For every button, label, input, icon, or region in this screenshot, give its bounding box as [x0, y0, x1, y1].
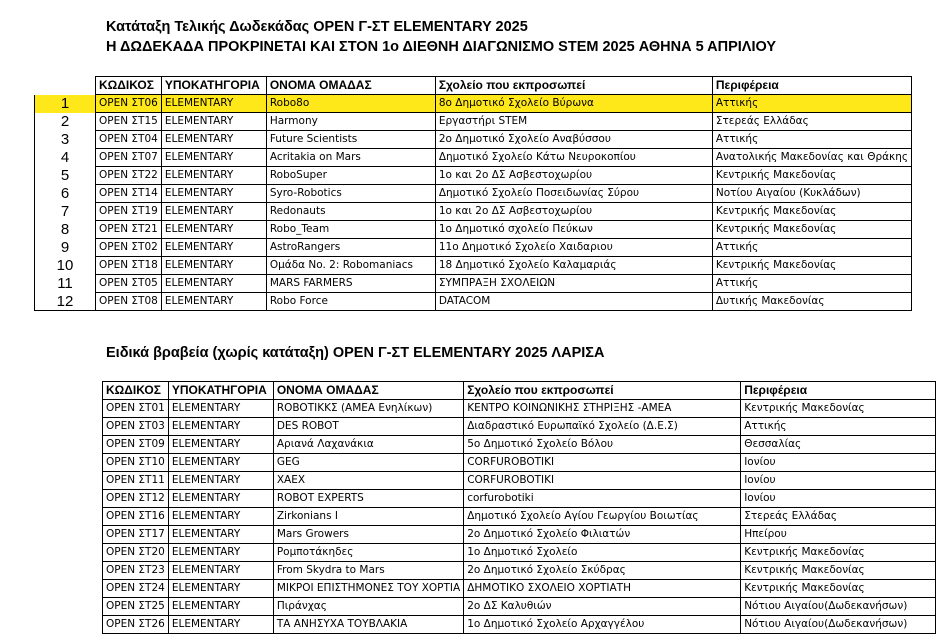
region-cell: Νοτίου Αιγαίου (Κυκλάδων): [712, 185, 911, 203]
team-cell: ROBOTIΚΚΣ (ΑΜΕΑ Ενηλίκων): [273, 400, 463, 418]
ranking-row: [35, 239, 912, 257]
special-award-row: [103, 508, 936, 526]
code-header: ΚΩΔΙΚΟΣ: [96, 77, 162, 95]
school-cell: 11ο Δημοτικό Σχολείο Χαιδαριου: [435, 239, 712, 257]
school-cell: 5ο Δημοτικό Σχολείο Βόλου: [464, 436, 741, 454]
category-cell: ELEMENTARY: [161, 293, 266, 311]
team-cell: ΤΑ ΑΝΗΣΥΧΑ ΤΟΥΒΛΑΚΙΑ: [273, 616, 463, 634]
school-cell: DATACOM: [435, 293, 712, 311]
region-cell: Ιονίου: [741, 472, 936, 490]
special-award-row: [103, 562, 936, 580]
ranking-row: [35, 167, 912, 185]
team-cell: AstroRangers: [266, 239, 435, 257]
special-awards-title: Ειδικά βραβεία (χωρίς κατάταξη) OPEN Γ-ΣΤ ELEMENTARY 2025 ΛΑΡΙΣΑ: [106, 345, 605, 361]
special-award-row: [103, 580, 936, 598]
rank-cell: 2: [35, 113, 96, 131]
ranking-row: [35, 293, 912, 311]
code-cell: OPEN ΣΤ09: [103, 436, 169, 454]
school-header: Σχολείο που εκπροσωπεί: [464, 382, 741, 400]
school-cell: corfurobotiki: [464, 490, 741, 508]
category-cell: ELEMENTARY: [161, 257, 266, 275]
code-cell: OPEN ΣΤ19: [96, 203, 162, 221]
ranking-row: [35, 275, 912, 293]
ranking-table: [34, 76, 912, 311]
team-cell: Αριανά Λαχανάκια: [273, 436, 463, 454]
special-award-row: [103, 472, 936, 490]
team-cell: RoboSuper: [266, 167, 435, 185]
category-cell: ELEMENTARY: [168, 508, 273, 526]
team-cell: ΜΙΚΡΟΙ ΕΠΙΣΤΗΜΟΝΕΣ ΤΟΥ ΧΟΡΤΙΑ: [273, 580, 463, 598]
code-cell: OPEN ΣΤ06: [96, 95, 162, 113]
region-cell: Κεντρικής Μακεδονίας: [741, 544, 936, 562]
ranking-row: [35, 149, 912, 167]
region-cell: Στερεάς Ελλάδας: [712, 113, 911, 131]
special-award-row: [103, 616, 936, 634]
special-awards-table: [102, 381, 936, 634]
code-cell: OPEN ΣΤ24: [103, 580, 169, 598]
code-cell: OPEN ΣΤ14: [96, 185, 162, 203]
code-cell: OPEN ΣΤ05: [96, 275, 162, 293]
region-cell: Νότιου Αιγαίου(Δωδεκανήσων): [741, 598, 936, 616]
school-cell: Δημοτικό Σχολείο Κάτω Νευροκοπίου: [435, 149, 712, 167]
code-cell: OPEN ΣΤ10: [103, 454, 169, 472]
region-cell: Κεντρικής Μακεδονίας: [712, 257, 911, 275]
team-cell: From Skydra to Mars: [273, 562, 463, 580]
rank-cell: 6: [35, 185, 96, 203]
special-award-row: [103, 526, 936, 544]
team-cell: Zirkonians I: [273, 508, 463, 526]
code-cell: OPEN ΣΤ26: [103, 616, 169, 634]
region-cell: Κεντρικής Μακεδονίας: [741, 580, 936, 598]
ranking-row: [35, 221, 912, 239]
category-header: ΥΠΟΚΑΤΗΓΟΡΙΑ: [168, 382, 273, 400]
school-cell: 1ο και 2ο ΔΣ Ασβεστοχωρίου: [435, 167, 712, 185]
team-cell: Ρομποτάκηδες: [273, 544, 463, 562]
rank-header-cell: [35, 77, 96, 95]
special-award-row: [103, 544, 936, 562]
code-cell: OPEN ΣΤ03: [103, 418, 169, 436]
special-award-row: [103, 436, 936, 454]
category-cell: ELEMENTARY: [161, 95, 266, 113]
code-cell: OPEN ΣΤ01: [103, 400, 169, 418]
code-cell: OPEN ΣΤ18: [96, 257, 162, 275]
rank-cell: 7: [35, 203, 96, 221]
category-header: ΥΠΟΚΑΤΗΓΟΡΙΑ: [161, 77, 266, 95]
school-cell: 1ο και 2ο ΔΣ Ασβεστοχωρίου: [435, 203, 712, 221]
region-cell: Αττικής: [741, 418, 936, 436]
ranking-row: [35, 95, 912, 113]
ranking-row: [35, 257, 912, 275]
school-cell: CORFUROBOTIKI: [464, 472, 741, 490]
team-cell: Syro-Robotics: [266, 185, 435, 203]
team-header: ΟΝΟΜΑ ΟΜΑΔΑΣ: [266, 77, 435, 95]
rank-cell: 1: [35, 95, 96, 113]
code-cell: OPEN ΣΤ22: [96, 167, 162, 185]
category-cell: ELEMENTARY: [168, 580, 273, 598]
school-cell: 1ο Δημοτικό Σχολείο: [464, 544, 741, 562]
region-cell: Κεντρικής Μακεδονίας: [741, 562, 936, 580]
school-cell: 8ο Δημοτικό Σχολείο Βύρωνα: [435, 95, 712, 113]
category-cell: ELEMENTARY: [168, 526, 273, 544]
code-cell: OPEN ΣΤ11: [103, 472, 169, 490]
region-cell: Κεντρικής Μακεδονίας: [741, 400, 936, 418]
special-award-row: [103, 598, 936, 616]
rank-cell: 4: [35, 149, 96, 167]
category-cell: ELEMENTARY: [168, 598, 273, 616]
team-cell: ROBOT EXPERTS: [273, 490, 463, 508]
region-cell: Ιονίου: [741, 454, 936, 472]
special-header-row: [103, 382, 936, 400]
team-cell: Redonauts: [266, 203, 435, 221]
code-cell: OPEN ΣΤ20: [103, 544, 169, 562]
ranking-header-row: [35, 77, 912, 95]
school-header: Σχολείο που εκπροσωπεί: [435, 77, 712, 95]
category-cell: ELEMENTARY: [168, 400, 273, 418]
special-award-row: [103, 454, 936, 472]
school-cell: 2ο ΔΣ Καλυθιών: [464, 598, 741, 616]
rank-cell: 10: [35, 257, 96, 275]
region-cell: Αττικής: [712, 275, 911, 293]
category-cell: ELEMENTARY: [168, 472, 273, 490]
page-subtitle: Η ΔΩΔΕΚΑΔΑ ΠΡΟΚΡΙΝΕΤΑΙ ΚΑΙ ΣΤΟΝ 1ο ΔΙΕΘΝΗ ΔΙΑΓΩΝΙΣΜΟ STEM 2025 ΑΘΗΝΑ 5 ΑΠΡΙΛΙΟΥ: [106, 39, 777, 55]
category-cell: ELEMENTARY: [161, 149, 266, 167]
team-cell: Ομάδα No. 2: Robomaniacs: [266, 257, 435, 275]
category-cell: ELEMENTARY: [161, 131, 266, 149]
category-cell: ELEMENTARY: [161, 167, 266, 185]
school-cell: Δημοτικό Σχολείο Ποσειδωνίας Σύρου: [435, 185, 712, 203]
team-cell: Acritakia on Mars: [266, 149, 435, 167]
school-cell: ΔΗΜΟΤΙΚΟ ΣΧΟΛΕΙΟ ΧΟΡΤΙΑΤΗ: [464, 580, 741, 598]
code-cell: OPEN ΣΤ02: [96, 239, 162, 257]
school-cell: 18 Δημοτικό Σχολείο Καλαμαριάς: [435, 257, 712, 275]
code-header: ΚΩΔΙΚΟΣ: [103, 382, 169, 400]
code-cell: OPEN ΣΤ04: [96, 131, 162, 149]
school-cell: Εργαστήρι STEM: [435, 113, 712, 131]
code-cell: OPEN ΣΤ17: [103, 526, 169, 544]
school-cell: 2ο Δημοτικό Σχολείο Σκύδρας: [464, 562, 741, 580]
team-cell: Robo8o: [266, 95, 435, 113]
code-cell: OPEN ΣΤ25: [103, 598, 169, 616]
region-cell: Ηπείρου: [741, 526, 936, 544]
school-cell: 1ο Δημοτικό Σχολείο Αρχαγγέλου: [464, 616, 741, 634]
region-cell: Κεντρικής Μακεδονίας: [712, 167, 911, 185]
region-cell: Κεντρικής Μακεδονίας: [712, 221, 911, 239]
code-cell: OPEN ΣΤ12: [103, 490, 169, 508]
team-cell: Mars Growers: [273, 526, 463, 544]
ranking-row: [35, 203, 912, 221]
ranking-row: [35, 185, 912, 203]
category-cell: ELEMENTARY: [161, 221, 266, 239]
category-cell: ELEMENTARY: [168, 490, 273, 508]
rank-cell: 5: [35, 167, 96, 185]
category-cell: ELEMENTARY: [168, 562, 273, 580]
category-cell: ELEMENTARY: [161, 113, 266, 131]
region-cell: Ιονίου: [741, 490, 936, 508]
region-cell: Θεσσαλίας: [741, 436, 936, 454]
team-cell: Πιράνχας: [273, 598, 463, 616]
category-cell: ELEMENTARY: [168, 436, 273, 454]
team-cell: Robo Force: [266, 293, 435, 311]
code-cell: OPEN ΣΤ21: [96, 221, 162, 239]
region-header: Περιφέρεια: [741, 382, 936, 400]
special-award-row: [103, 490, 936, 508]
school-cell: ΚΕΝΤΡΟ ΚΟΙΝΩΝΙΚΗΣ ΣΤΗΡΙΞΗΣ -ΑΜΕΑ: [464, 400, 741, 418]
category-cell: ELEMENTARY: [161, 203, 266, 221]
school-cell: ΣΥΜΠΡΑΞΗ ΣΧΟΛΕΙΩΝ: [435, 275, 712, 293]
school-cell: 2ο Δημοτικό Σχολείο Φιλιατών: [464, 526, 741, 544]
school-cell: 2ο Δημοτικό Σχολείο Αναβύσσου: [435, 131, 712, 149]
team-header: ΟΝΟΜΑ ΟΜΑΔΑΣ: [273, 382, 463, 400]
team-cell: GEG: [273, 454, 463, 472]
code-cell: OPEN ΣΤ15: [96, 113, 162, 131]
page-title: Κατάταξη Τελικής Δωδεκάδας OPEN Γ-ΣΤ ELEMENTARY 2025: [106, 19, 528, 35]
region-cell: Ανατολικής Μακεδονίας και Θράκης: [712, 149, 911, 167]
region-cell: Νότιου Αιγαίου(Δωδεκανήσων): [741, 616, 936, 634]
team-cell: Harmony: [266, 113, 435, 131]
ranking-row: [35, 113, 912, 131]
rank-cell: 9: [35, 239, 96, 257]
rank-cell: 8: [35, 221, 96, 239]
region-cell: Αττικής: [712, 239, 911, 257]
school-cell: CORFUROBOTIKI: [464, 454, 741, 472]
code-cell: OPEN ΣΤ16: [103, 508, 169, 526]
category-cell: ELEMENTARY: [161, 239, 266, 257]
region-cell: Αττικής: [712, 95, 911, 113]
team-cell: Robo_Team: [266, 221, 435, 239]
team-cell: DES ROBOT: [273, 418, 463, 436]
team-cell: Future Scientists: [266, 131, 435, 149]
category-cell: ELEMENTARY: [161, 275, 266, 293]
code-cell: OPEN ΣΤ23: [103, 562, 169, 580]
team-cell: MARS FARMERS: [266, 275, 435, 293]
rank-cell: 11: [35, 275, 96, 293]
rank-cell: 12: [35, 293, 96, 311]
special-award-row: [103, 418, 936, 436]
ranking-row: [35, 131, 912, 149]
region-cell: Κεντρικής Μακεδονίας: [712, 203, 911, 221]
category-cell: ELEMENTARY: [168, 544, 273, 562]
category-cell: ELEMENTARY: [168, 616, 273, 634]
category-cell: ELEMENTARY: [168, 418, 273, 436]
school-cell: 1ο Δημοτικό σχολείο Πεύκων: [435, 221, 712, 239]
special-awards-body: [103, 400, 936, 634]
ranking-body: [35, 95, 912, 311]
region-cell: Στερεάς Ελλάδας: [741, 508, 936, 526]
category-cell: ELEMENTARY: [161, 185, 266, 203]
school-cell: Δημοτικό Σχολείο Αγίου Γεωργίου Βοιωτίας: [464, 508, 741, 526]
team-cell: XAEX: [273, 472, 463, 490]
code-cell: OPEN ΣΤ08: [96, 293, 162, 311]
school-cell: Διαδραστικό Ευρωπαϊκό Σχολείο (Δ.Ε.Σ): [464, 418, 741, 436]
region-cell: Δυτικής Μακεδονίας: [712, 293, 911, 311]
region-cell: Αττικής: [712, 131, 911, 149]
special-award-row: [103, 400, 936, 418]
rank-cell: 3: [35, 131, 96, 149]
region-header: Περιφέρεια: [712, 77, 911, 95]
category-cell: ELEMENTARY: [168, 454, 273, 472]
code-cell: OPEN ΣΤ07: [96, 149, 162, 167]
